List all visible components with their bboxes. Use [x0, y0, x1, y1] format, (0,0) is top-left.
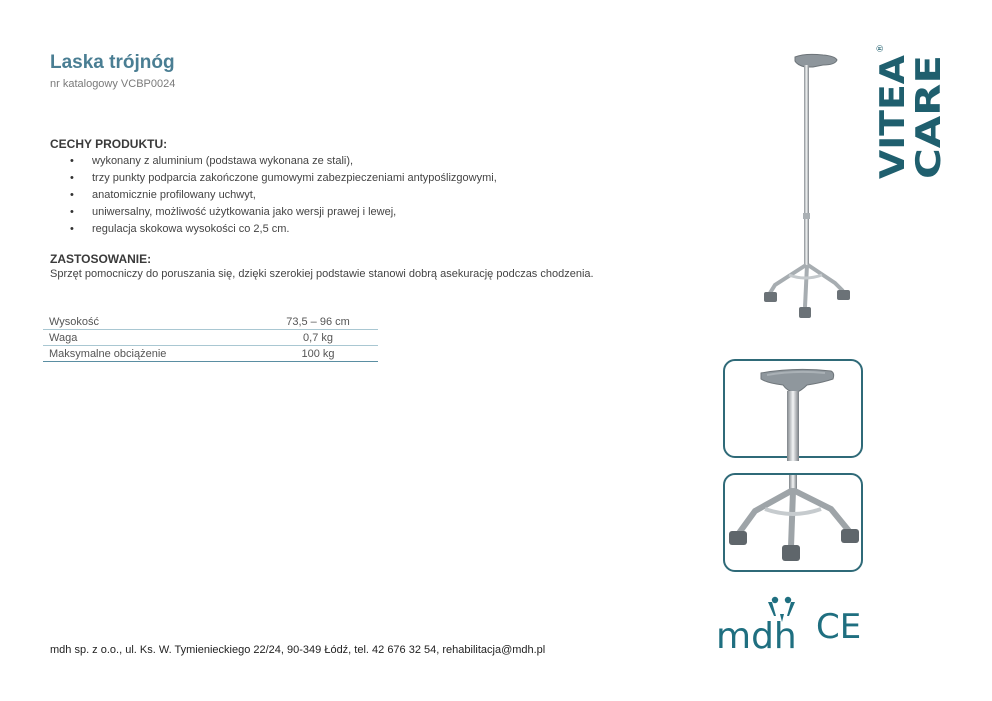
base-detail-image [725, 475, 861, 570]
manufacturer-logos [712, 592, 872, 657]
table-row [43, 346, 378, 362]
features-list [50, 153, 497, 238]
list-item: • regulacja skokowa wysokości co 2,5 cm. [50, 221, 497, 238]
catalog-number: nr katalogowy VCBP0024 [50, 78, 176, 90]
list-item: • wykonany z aluminium (podstawa wykonana ze stali), [50, 153, 497, 170]
base-detail-frame [723, 473, 863, 572]
spec-value: 73,5 – 96 cm [252, 314, 378, 330]
mdh-logo-text: mdh [716, 616, 797, 657]
spec-label: Wysokość [43, 314, 252, 330]
spec-value: 0,7 kg [252, 330, 378, 346]
cane-product-image [745, 45, 865, 330]
brand-line1: VITEA [873, 67, 913, 179]
spec-value: 100 kg [252, 346, 378, 362]
brand-line2: CARE [909, 78, 949, 179]
vitea-care-logo [862, 44, 952, 182]
handle-detail-image [725, 361, 861, 456]
specs-table [43, 314, 378, 362]
usage-heading: ZASTOSOWANIE: [50, 252, 152, 266]
features-heading: CECHY PRODUKTU: [50, 137, 168, 151]
list-item: • uniwersalny, możliwość użytkowania jako wersji prawej i lewej, [50, 204, 497, 221]
list-item: • trzy punkty podparcia zakończone gumowymi zabezpieczeniami antypoślizgowymi, [50, 170, 497, 187]
footer-address: mdh sp. z o.o., ul. Ks. W. Tymienieckiego 22/24, 90-349 Łódź, tel. 42 676 32 54, rehabilitacja@mdh.pl [50, 644, 546, 656]
spec-label: Waga [43, 330, 252, 346]
ce-mark: CE [816, 607, 862, 647]
handle-detail-frame [723, 359, 863, 458]
table-row [43, 314, 378, 330]
spec-label: Maksymalne obciążenie [43, 346, 252, 362]
list-item: • anatomicznie profilowany uchwyt, [50, 187, 497, 204]
product-title: Laska trójnóg [50, 52, 175, 73]
table-row [43, 330, 378, 346]
brand-registered-mark: ® [876, 44, 886, 53]
usage-text: Sprzęt pomocniczy do poruszania się, dzięki szerokiej podstawie stanowi dobrą asekurację podczas chodzenia. [50, 268, 594, 280]
